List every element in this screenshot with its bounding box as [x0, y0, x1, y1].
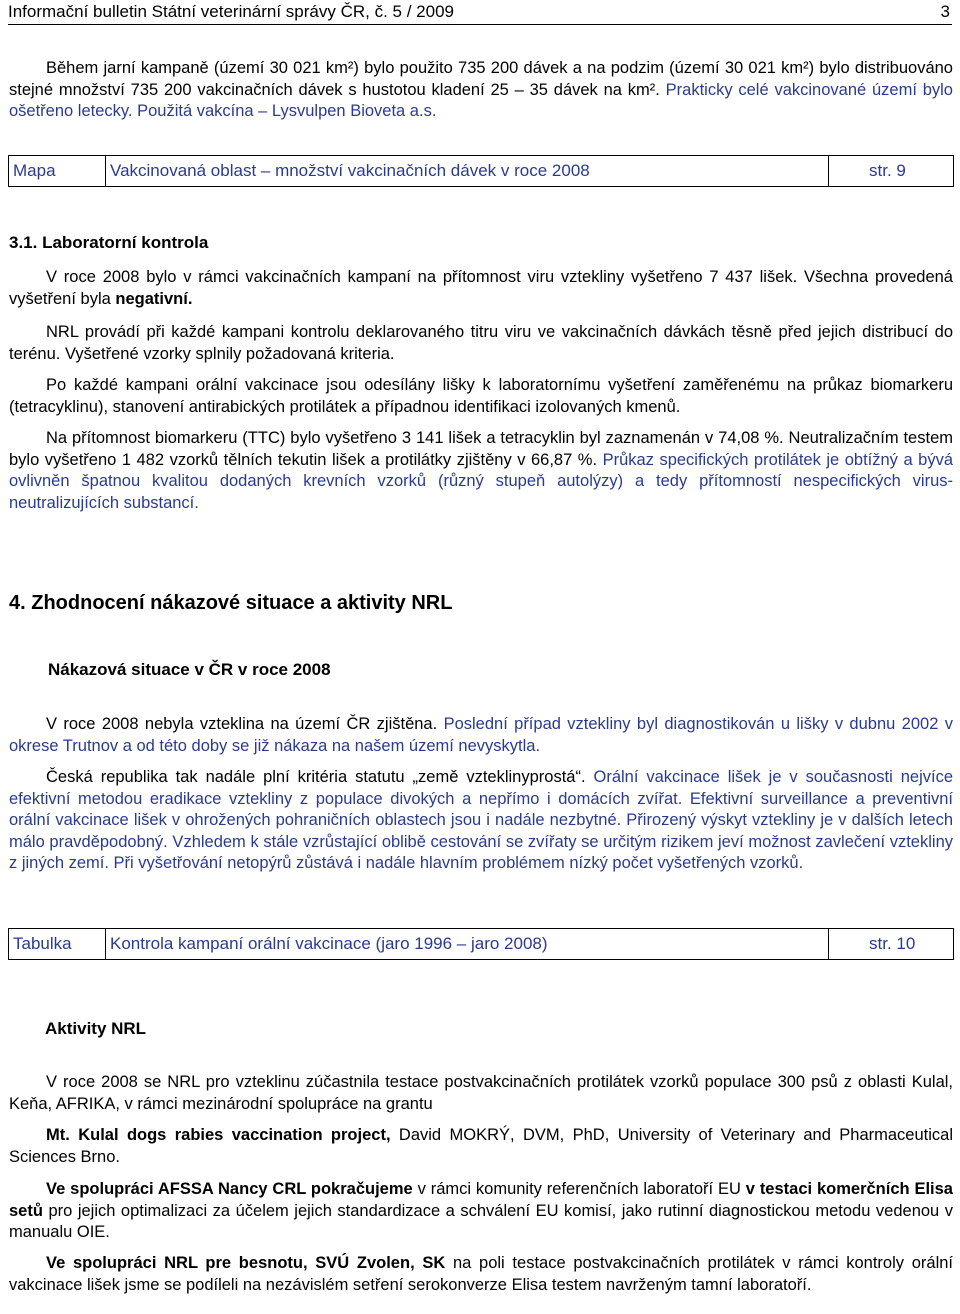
lab-paragraph-3: Po každé kampani orální vakcinace jsou odesílány lišky k laboratornímu vyšetření zaměřenému na průkaz biomarkeru (tetracyklinu), stanovení antirabických protilátek a případnou identifikaci izolovaných kmenů. [9, 376, 953, 416]
page-number: 3 [940, 2, 950, 21]
nrl-paragraph-4 [9, 1253, 953, 1296]
bulletin-title: Informační bulletin Státní veterinární správy ČR, č. 5 / 2009 [8, 2, 454, 21]
lab-p4-highlight: Průkaz specifických protilátek je obtížný a bývá ovlivněn špatnou kvalitou dodaných krevních vzorků (různý stupeň autolýzy) a tedy přítomností nespecifických virus-neutralizujících substancí. [9, 450, 953, 512]
lab-p1-text: V roce 2008 bylo v rámci vakcinačních kampaní na přítomnost viru vztekliny vyšetřeno 7 437 lišek. Všechna provedená vyšetření byla [9, 268, 953, 308]
lab-paragraph-4 [9, 428, 953, 514]
lab-paragraph-1 [9, 267, 953, 310]
nrl-p3-text-1: v rámci komunity referenčních laboratoří EU [412, 1180, 746, 1198]
nrl-paragraph-1: V roce 2008 se NRL pro vzteklinu zúčastnila testace postvakcinačních protilátek vzorků populace 300 psů z oblasti Kulal, Keňa, AFRIKA, v rámci mezinárodní spolupráce na grantu [9, 1073, 953, 1113]
situation-paragraph-2 [9, 767, 953, 875]
map-reference-box[interactable] [8, 155, 954, 187]
nrl-p2-bold: Mt. Kulal dogs rabies vaccination project, [46, 1126, 391, 1144]
situation-p2-highlight: Orální vakcinace lišek je v současnosti nejvíce efektivní metodou eradikace vztekliny z populace divokých a nepřímo i domácích zvířat. Efektivní surveillance a preventivní orální vakcinace lišek v ohrožených pohraničních oblastech jsou i nadále nezbytné. Přirozený výskyt vztekliny je v dalších letech málo pravděpodobný. Vzhledem k stále vzrůstající oblibě cestování se zvířaty se určitým rizikem jeví možnost zavlečení vztekliny z jiných zemí. Při vyšetřování netopýrů zůstává i nadále hlavním problémem nízký počet vyšetřených vzorků. [9, 768, 953, 872]
map-title: Vakcinovaná oblast – množství vakcinačních dávek v roce 2008 [110, 161, 590, 180]
intro-text: Během jarní kampaně (území 30 021 km²) bylo použito 735 200 dávek a na podzim (území 30 021 km²) bylo distribuováno stejné množství 735 200 vakcinačních dávek s hustotou kladení 25 – 35 dávek na km². [9, 59, 953, 99]
nrl-p3-bold-2: v testaci komerčních Elisa setů [9, 1180, 953, 1220]
table-page-ref[interactable]: str. 10 [869, 934, 916, 953]
intro-paragraph [9, 58, 953, 123]
nrl-activities-heading: Aktivity NRL [45, 1019, 147, 1038]
map-label: Mapa [9, 156, 106, 186]
table-title-cell [106, 929, 829, 959]
lab-p4-text: Na přítomnost biomarkeru (TTC) bylo vyšetřeno 3 141 lišek a tetracyklin byl zaznamenán v 74,08 %. Neutralizačním testem bylo vyšetřeno 1 482 vzorků tělních tekutin lišek a protilátky zjištěny v 66,87 %. [9, 429, 953, 469]
nrl-p4-text: na poli testace postvakcinačních protilátek v rámci kontroly orální vakcinace lišek jsme se podíleli na nezávislém setření serokonverze Elisa testem navrženým tamní laboratoří. [9, 1254, 953, 1294]
section-4-heading: 4. Zhodnocení nákazové situace a aktivity NRL [9, 592, 453, 614]
situation-subheading: Nákazová situace v ČR v roce 2008 [48, 660, 331, 679]
map-title-cell [106, 156, 829, 186]
nrl-paragraph-2 [9, 1125, 953, 1168]
nrl-p3-bold-1: Ve spolupráci AFSSA Nancy CRL pokračujeme [46, 1180, 413, 1198]
table-label: Tabulka [9, 929, 106, 959]
situation-p2-text: Česká republika tak nadále plní kritéria statutu „země vzteklinyprostá“. [46, 768, 594, 786]
situation-p1-highlight: Poslední případ vztekliny byl diagnostikován u lišky v dubnu 2002 v okrese Trutnov a od této doby se již nákaza na našem území nevyskytla. [9, 715, 953, 755]
lab-control-heading: 3.1. Laboratorní kontrola [9, 233, 209, 252]
nrl-paragraph-3 [9, 1179, 953, 1244]
intro-text-highlight: Prakticky celé vakcinované území bylo ošetřeno letecky. Použitá vakcína – Lysvulpen Bioveta a.s. [9, 80, 953, 120]
lab-paragraph-2: NRL provádí při každé kampani kontrolu deklarovaného titru viru ve vakcinačních dávkách těsně před jejich distribucí do terénu. Vyšetřené vzorky splnily požadovaná kriteria. [9, 323, 953, 363]
nrl-p4-bold: Ve spolupráci NRL pre besnotu, SVÚ Zvolen, SK [46, 1254, 446, 1272]
nrl-p2-text: David MOKRÝ, DVM, PhD, University of Veterinary and Pharmaceutical Sciences Brno. [9, 1126, 953, 1166]
situation-p1-text: V roce 2008 nebyla vzteklina na území ČR zjištěna. [46, 715, 444, 733]
situation-paragraph-1 [9, 714, 953, 757]
nrl-p3-text-2: pro jejich optimalizaci za účelem jejich standardizace a schválení EU komisí, jako rutinní diagnostickou metodu vedenou v manualu OIE. [9, 1201, 953, 1241]
lab-p1-bold: negativní. [115, 289, 193, 308]
page-header [8, 0, 952, 25]
map-page-ref[interactable]: str. 9 [869, 161, 906, 180]
table-title: Kontrola kampaní orální vakcinace (jaro 1996 – jaro 2008) [110, 934, 548, 953]
table-reference-box[interactable] [8, 928, 954, 960]
